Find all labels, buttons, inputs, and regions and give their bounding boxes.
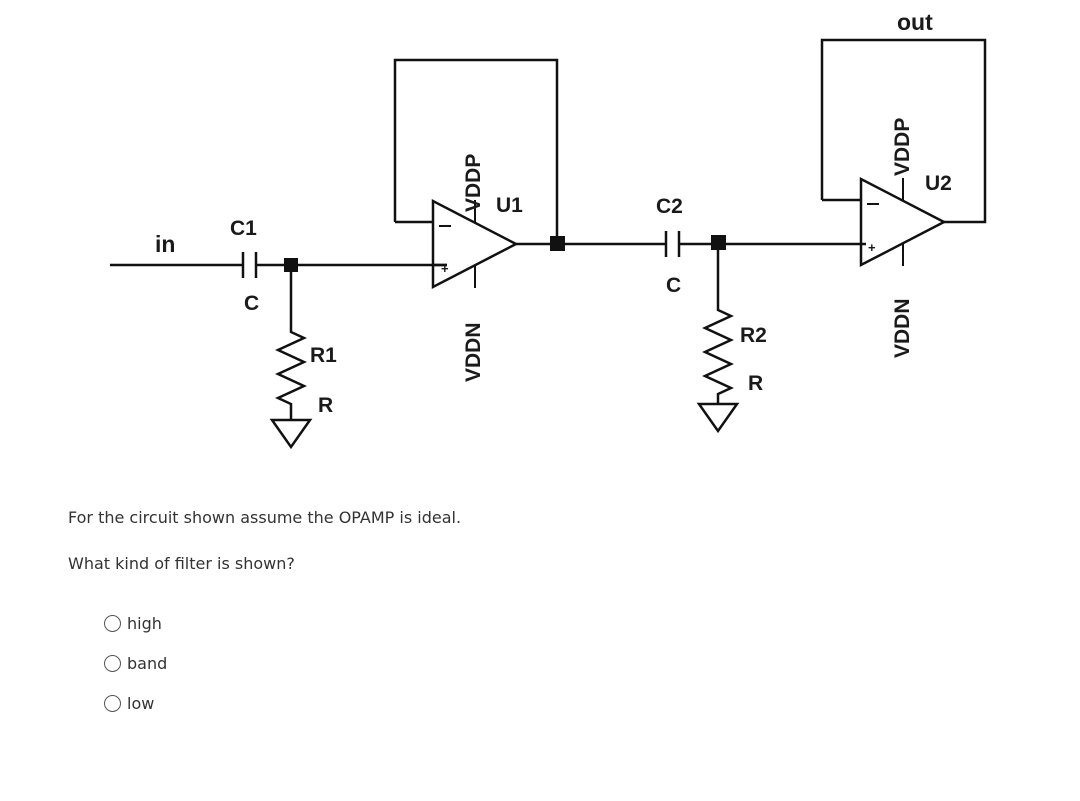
label-c1-name: C1: [230, 217, 257, 240]
u2-minus-sign: -: [872, 195, 877, 210]
u1-output-node: [550, 236, 565, 251]
option-low[interactable]: [104, 691, 154, 715]
radio-button-high[interactable]: [104, 615, 121, 632]
option-high[interactable]: [104, 611, 162, 635]
option-label-low: low: [127, 693, 155, 713]
question-prompt: What kind of filter is shown?: [68, 554, 295, 573]
ground-symbol-r2: [699, 404, 737, 431]
radio-button-band[interactable]: [104, 655, 121, 672]
u1-plus-sign: +: [441, 261, 449, 276]
label-u1-vddn: VDDN: [462, 322, 485, 382]
label-r2-value: R: [748, 372, 764, 395]
label-u1-name: U1: [496, 194, 523, 217]
resistor-r1: [278, 265, 304, 420]
capacitor-c1: [243, 252, 256, 278]
label-c2-name: C2: [656, 195, 683, 218]
u2-plus-sign: +: [868, 240, 876, 255]
question-statement: For the circuit shown assume the OPAMP is ideal.: [68, 508, 462, 527]
radio-button-low[interactable]: [104, 695, 121, 712]
ground-symbol-r1: [272, 420, 310, 447]
label-r1-value: R: [318, 394, 334, 417]
label-r1-name: R1: [310, 344, 337, 367]
option-label-band: band: [127, 653, 168, 673]
resistor-r2: [705, 244, 731, 404]
label-out: out: [897, 9, 933, 35]
option-band[interactable]: [104, 651, 167, 675]
label-u2-vddp: VDDP: [891, 117, 914, 176]
label-r2-name: R2: [740, 324, 767, 347]
label-c1-value: C: [244, 292, 260, 315]
option-label-high: high: [127, 613, 162, 633]
label-in: in: [155, 231, 176, 257]
u1-minus-sign: -: [444, 217, 449, 232]
label-u2-name: U2: [925, 172, 952, 195]
label-u2-vddn: VDDN: [891, 298, 914, 358]
label-c2-value: C: [666, 274, 682, 297]
capacitor-c2: [666, 231, 679, 257]
label-u1-vddp: VDDP: [462, 153, 485, 212]
